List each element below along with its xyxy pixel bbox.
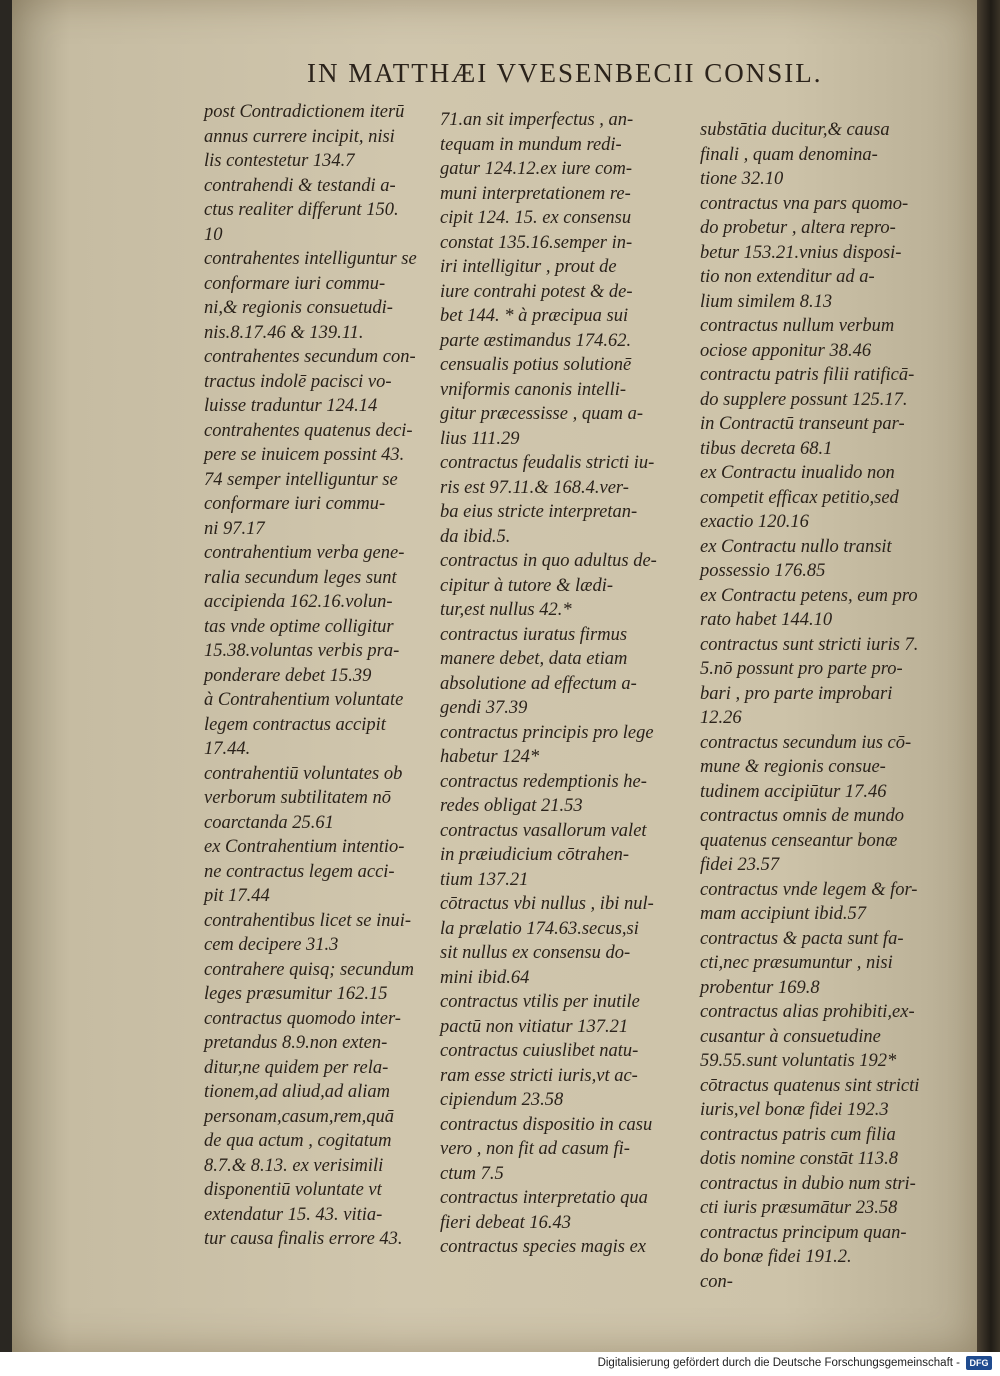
index-entry-line: contractu patris filii ratificā- (700, 365, 915, 385)
index-entry-line: iri intelligitur , prout de (440, 257, 617, 277)
index-entry-line: ex Contractu inualido non (700, 463, 895, 483)
index-entry-line: da ibid.5. (440, 526, 511, 547)
index-entry-line: constat 135.16.semper in- (440, 232, 633, 253)
index-entry-line: tione 32.10 (700, 169, 784, 189)
index-entry-line: contrahendi & testandi a- (204, 175, 396, 196)
index-entry-line: contractus feudalis stricti iu- (440, 453, 655, 473)
index-entry-line: luisse traduntur 124.14 (204, 396, 378, 416)
index-entry-line: ne contractus legem acci- (204, 861, 395, 882)
index-entry-line: ba eius stricte interpretan- (440, 502, 638, 522)
index-entry-line: 12.26 (700, 708, 742, 728)
index-entry-line: ponderare debet 15.39 (204, 665, 372, 686)
index-entry-line: verborum subtilitatem nō (204, 788, 392, 808)
running-header: IN MATTHÆI VVESENBECII CONSIL. (307, 58, 823, 88)
index-entry-line: tibus decreta 68.1 (700, 438, 833, 459)
index-entry-line: mam accipiunt ibid.57 (700, 904, 866, 924)
index-entry-line: contractus sunt stricti iuris 7. (700, 634, 919, 655)
index-entry-line: bari , pro parte improbari (700, 683, 893, 704)
index-entry-line: manere debet, data etiam (440, 649, 628, 669)
index-entry-line: gendi 37.39 (440, 698, 528, 718)
index-entry-line: pactū non vitiatur 137.21 (440, 1016, 629, 1037)
index-entry-line: quatenus censeantur bonæ (700, 830, 898, 851)
index-entry-line: nis.8.17.46 & 139.11. (204, 322, 364, 343)
index-entry-line: contrahentium verba gene- (204, 543, 405, 563)
index-entry-line: contractus species magis ex (440, 1237, 647, 1257)
index-entry-line: tionem,ad aliud,ad aliam (204, 1082, 391, 1102)
index-entry-line: contractus alias prohibiti,ex- (700, 1002, 915, 1022)
index-entry-line: 15.38.voluntas verbis pra- (204, 641, 400, 661)
index-entry-line: contrahere quisq; secundum (204, 959, 414, 980)
index-entry-line: do probetur , altera repro- (700, 218, 896, 238)
index-entry-line: iuris,vel bonæ fidei 192.3 (700, 1100, 889, 1120)
index-entry-line: tequam in mundum redi- (440, 134, 622, 155)
index-entry-line: contractus dispositio in casu (440, 1114, 653, 1135)
index-entry-line: ex Contrahentium intentio- (204, 837, 405, 857)
index-entry-line: 74 semper intelliguntur se (204, 469, 398, 490)
index-entry-line: cipit 124. 15. ex consensu (440, 208, 632, 228)
index-entry-line: habetur 124* (440, 747, 540, 767)
index-entry-line: contractus vna pars quomo- (700, 193, 909, 214)
index-entry-line: de qua actum , cogitatum (204, 1131, 392, 1151)
index-entry-line: tudinem accipiūtur 17.46 (700, 781, 887, 802)
index-entry-line: contractus principum quan- (700, 1222, 907, 1243)
index-entry-line: contractus secundum ius cō- (700, 732, 912, 753)
index-entry-line: sit nullus ex consensu do- (440, 943, 631, 963)
index-entry-line: bet 144. * à præcipua sui (440, 306, 629, 326)
index-entry-line: possessio 176.85 (700, 561, 826, 581)
index-entry-line: 5.nō possunt pro parte pro- (700, 659, 903, 679)
index-entry-line: cipitur à tutore & lædi- (440, 575, 614, 596)
index-entry-line: cōtractus vbi nullus , ibi nul- (440, 894, 654, 914)
index-entry-line: contractus patris cum filia (700, 1124, 896, 1145)
index-entry-line: ex Contractu nullo transit (700, 536, 892, 557)
index-entry-line: tur causa finalis errore 43. (204, 1229, 403, 1249)
index-entry-line: contractus cuiuslibet natu- (440, 1041, 639, 1061)
index-entry-line: pere se inuicem possint 43. (204, 445, 405, 465)
index-entry-line: in Contractū transeunt par- (700, 414, 905, 434)
book-page (12, 0, 977, 1352)
dfg-logo: DFG (966, 1356, 992, 1370)
index-entry-line: cti iuris præsumātur 23.58 (700, 1198, 898, 1218)
index-entry-line: 17.44. (204, 739, 251, 759)
index-entry-line: contrahentes secundum con- (204, 347, 416, 367)
index-entry-line: contractus in dubio num stri- (700, 1173, 916, 1194)
index-entry-line: dotis nomine constāt 113.8 (700, 1149, 899, 1169)
index-entry-line: ni 97.17 (204, 518, 265, 539)
index-entry-line: cipiendum 23.58 (440, 1090, 564, 1110)
index-entry-line: contractus redemptionis he- (440, 771, 647, 792)
index-entry-line: mini ibid.64 (440, 967, 530, 988)
index-entry-line: contractus principis pro lege (440, 722, 654, 743)
index-entry-line: personam,casum,rem,quā (204, 1106, 394, 1127)
index-entry-line: absolutione ad effectum a- (440, 673, 637, 694)
index-entry-line: fidei 23.57 (700, 855, 780, 875)
index-entry-line: contrahentes quatenus deci- (204, 420, 413, 441)
index-entry-line: conformare iuri commu- (204, 273, 386, 294)
index-entry-line: fieri debeat 16.43 (440, 1212, 572, 1233)
index-entry-line: contrahentes intelliguntur se (204, 249, 417, 269)
index-entry-line: substātia ducitur,& causa (700, 120, 890, 140)
index-entry-line: gatur 124.12.ex iure com- (440, 159, 632, 179)
index-entry-line: mune & regionis consue- (700, 757, 886, 777)
index-entry-line: contractus quomodo inter- (204, 1008, 401, 1029)
index-entry-line: contractus vasallorum valet (440, 820, 647, 841)
index-entry-line: ris est 97.11.& 168.4.ver- (440, 477, 629, 498)
index-entry-line: finali , quam denomina- (700, 144, 878, 165)
index-entry-line: contractus vtilis per inutile (440, 992, 640, 1012)
index-entry-line: ctus realiter differunt 150. (204, 200, 399, 220)
index-entry-line: ram esse stricti iuris,vt ac- (440, 1065, 638, 1086)
index-entry-line: 59.55.sunt voluntatis 192* (700, 1051, 897, 1071)
index-entry-line: muni interpretationem re- (440, 183, 631, 204)
index-entry-line: post Contradictionem iterū (204, 102, 405, 122)
index-entry-line: contractus vnde legem & for- (700, 879, 918, 900)
index-entry-line: do bonæ fidei 191.2. (700, 1247, 852, 1267)
digitization-footer (0, 1352, 1000, 1376)
index-entry-line: probentur 169.8 (700, 977, 820, 998)
index-entry-line: rato habet 144.10 (700, 610, 833, 630)
index-entry-line: pretandus 8.9.non exten- (204, 1033, 388, 1053)
index-entry-line: tractus indolē pacisci vo- (204, 371, 392, 392)
index-entry-line: tio non extenditur ad a- (700, 267, 875, 287)
index-entry-line: gitur præcessisse , quam a- (440, 404, 643, 424)
index-entry-line: pit 17.44 (204, 886, 270, 906)
index-entry-line: lius 111.29 (440, 428, 520, 449)
index-entry-line: contrahentiū voluntates ob (204, 763, 403, 784)
index-entry-line: 10 (204, 224, 223, 245)
index-entry-line: contractus interpretatio qua (440, 1188, 648, 1208)
index-entry-line: censualis potius solutionē (440, 355, 632, 375)
index-entry-line: parte æstimandus 174.62. (440, 330, 632, 351)
index-entry-line: annus currere incipit, nisi (204, 126, 395, 147)
index-entry-line: do supplere possunt 125.17. (700, 389, 908, 410)
index-entry-line: à Contrahentium voluntate (204, 690, 404, 710)
funding-notice: Digitalisierung gefördert durch die Deutsche Forschungsgemeinschaft - (597, 1357, 960, 1369)
index-entry-line: tas vnde optime colligitur (204, 616, 394, 637)
index-entry-line: in præiudicium cōtrahen- (440, 845, 630, 865)
index-entry-line: cōtractus quatenus sint stricti (700, 1075, 920, 1096)
index-entry-line: coarctanda 25.61 (204, 812, 334, 833)
index-entry-line: disponentiū voluntate vt (204, 1180, 382, 1200)
index-entry-line: contractus & pacta sunt fa- (700, 928, 904, 949)
index-entry-line: lis contestetur 134.7 (204, 151, 355, 171)
index-entry-line: cusantur à consuetudine (700, 1026, 881, 1047)
index-entry-line: redes obligat 21.53 (440, 796, 583, 816)
index-entry-line: ex Contractu petens, eum pro (700, 585, 918, 606)
index-entry-line: extendatur 15. 43. vitia- (204, 1204, 383, 1225)
index-entry-line: la prælatio 174.63.secus,si (440, 918, 639, 939)
index-column-2 (440, 108, 702, 1260)
index-entry-line: iure contrahi potest & de- (440, 281, 633, 302)
index-entry-line: 71.an sit imperfectus , an- (440, 110, 634, 130)
index-entry-line: accipienda 162.16.volun- (204, 592, 393, 612)
index-entry-line: vniformis canonis intelli- (440, 379, 627, 400)
index-entry-line: contractus nullum verbum (700, 316, 895, 336)
index-entry-line: ni,& regionis consuetudi- (204, 298, 393, 318)
index-entry-line: con- (700, 1271, 733, 1292)
index-entry-line: contractus iuratus firmus (440, 624, 628, 645)
index-entry-line: legem contractus accipit (204, 714, 386, 735)
index-entry-line: contractus omnis de mundo (700, 806, 904, 826)
index-column-1 (204, 100, 449, 1252)
index-entry-line: tium 137.21 (440, 869, 529, 890)
index-entry-line: ralia secundum leges sunt (204, 567, 397, 588)
index-entry-line: 8.7.& 8.13. ex verisimili (204, 1155, 384, 1176)
index-entry-line: ctum 7.5 (440, 1163, 504, 1184)
index-entry-line: contrahentibus licet se inui- (204, 910, 412, 931)
index-entry-line: vero , non fit ad casum fi- (440, 1139, 630, 1159)
book-spine-edge (977, 0, 1000, 1352)
index-column-3 (700, 118, 972, 1294)
index-entry-line: exactio 120.16 (700, 512, 809, 532)
index-entry-line: betur 153.21.vnius disposi- (700, 242, 902, 263)
index-entry-line: conformare iuri commu- (204, 494, 386, 514)
index-entry-line: cem decipere 31.3 (204, 935, 339, 955)
index-entry-line: competit efficax petitio,sed (700, 487, 899, 508)
index-entry-line: contractus in quo adultus de- (440, 551, 657, 571)
index-entry-line: tur,est nullus 42.* (440, 600, 572, 620)
index-entry-line: leges præsumitur 162.15 (204, 984, 388, 1004)
index-entry-line: lium similem 8.13 (700, 291, 833, 312)
index-entry-line: ociose apponitur 38.46 (700, 340, 872, 361)
index-entry-line: cti,nec præsumuntur , nisi (700, 953, 893, 973)
index-entry-line: ditur,ne quidem per rela- (204, 1057, 389, 1078)
